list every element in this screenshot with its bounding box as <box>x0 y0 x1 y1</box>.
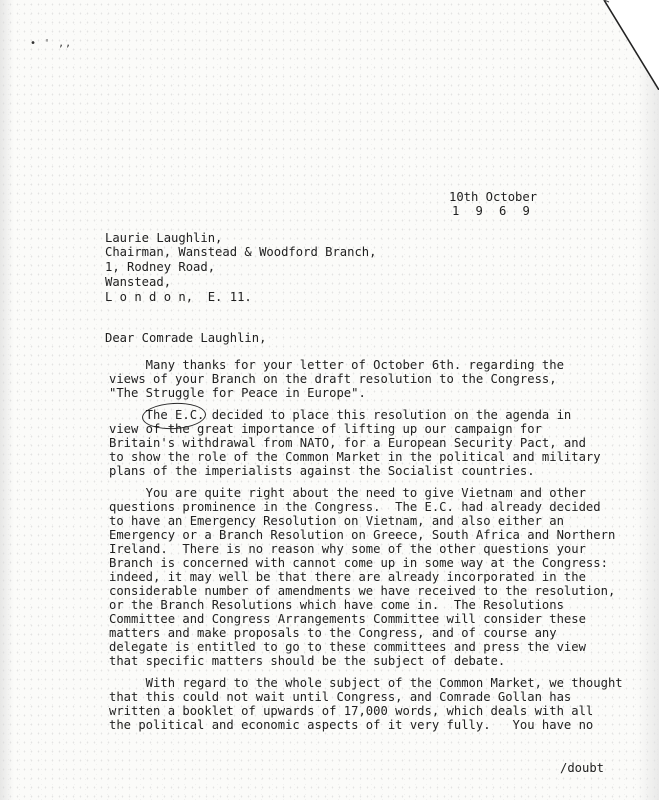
address-line: L o n d o n, E. 11. <box>105 290 252 304</box>
para1-line: views of your Branch on the draft resolution to the Congress, <box>109 372 557 386</box>
date-year: 1 9 6 9 <box>452 204 531 218</box>
para3-line: or the Branch Resolutions which have come in. The Resolutions <box>109 598 564 612</box>
corner-fold-icon <box>599 0 659 90</box>
para1-line: Many thanks for your letter of October 6th. regarding the <box>109 358 564 372</box>
para1-line: "The Struggle for Peace in Europe". <box>109 386 366 400</box>
date-line: 10th October <box>449 190 538 204</box>
para3-line: questions prominence in the Congress. The E.C. had already decided <box>109 500 601 514</box>
continuation-mark: /doubt <box>560 761 605 775</box>
para3-line: matters and make proposals to the Congress, and of course any <box>109 626 557 640</box>
para2-line: to show the role of the Common Market in the political and military <box>109 450 601 464</box>
address-line: Wanstead, <box>105 275 172 289</box>
para4-line: With regard to the whole subject of the Common Market, we thought <box>109 676 623 690</box>
para2-line: plans of the imperialists against the Socialist countries. <box>109 464 535 478</box>
para3-line: indeed, it may well be that there are already incorporated in the <box>109 570 586 584</box>
para3-line: Ireland. There is no reason why some of the other questions your <box>109 542 586 556</box>
para3-line: that specific matters should be the subject of debate. <box>109 654 506 668</box>
address-line: Chairman, Wanstead & Woodford Branch, <box>105 245 377 259</box>
para4-line: that this could not wait until Congress, and Comrade Gollan has <box>109 690 572 704</box>
left-edge-shadow <box>0 0 14 800</box>
para3-line: Branch is concerned with cannot come up in some way at the Congress: <box>109 556 608 570</box>
right-edge-shadow <box>637 0 659 800</box>
salutation: Dear Comrade Laughlin, <box>105 331 267 345</box>
para2-line: view of the great importance of lifting up our campaign for <box>109 422 542 436</box>
para4-line: written a booklet of upwards of 17,000 words, which deals with all <box>109 704 594 718</box>
para3-line: Committee and Congress Arrangements Committee will consider these <box>109 612 586 626</box>
para3-line: to have an Emergency Resolution on Vietnam, and also either an <box>109 514 564 528</box>
para3-line: considerable number of amendments we have received to the resolution, <box>109 584 616 598</box>
para3-line: You are quite right about the need to give Vietnam and other <box>109 486 586 500</box>
address-line: Laurie Laughlin, <box>105 231 223 245</box>
para3-line: delegate is entitled to go to these committees and press the view <box>109 640 586 654</box>
corner-mark: • ' ,, <box>30 38 73 49</box>
para3-line: Emergency or a Branch Resolution on Greece, South Africa and Northern <box>109 528 616 542</box>
para2-line: Britain's withdrawal from NATO, for a European Security Pact, and <box>109 436 586 450</box>
para2-line: The E.C. decided to place this resolution on the agenda in <box>109 408 572 422</box>
para4-line: the political and economic aspects of it very fully. You have no <box>109 718 594 732</box>
address-line: 1, Rodney Road, <box>105 260 216 274</box>
